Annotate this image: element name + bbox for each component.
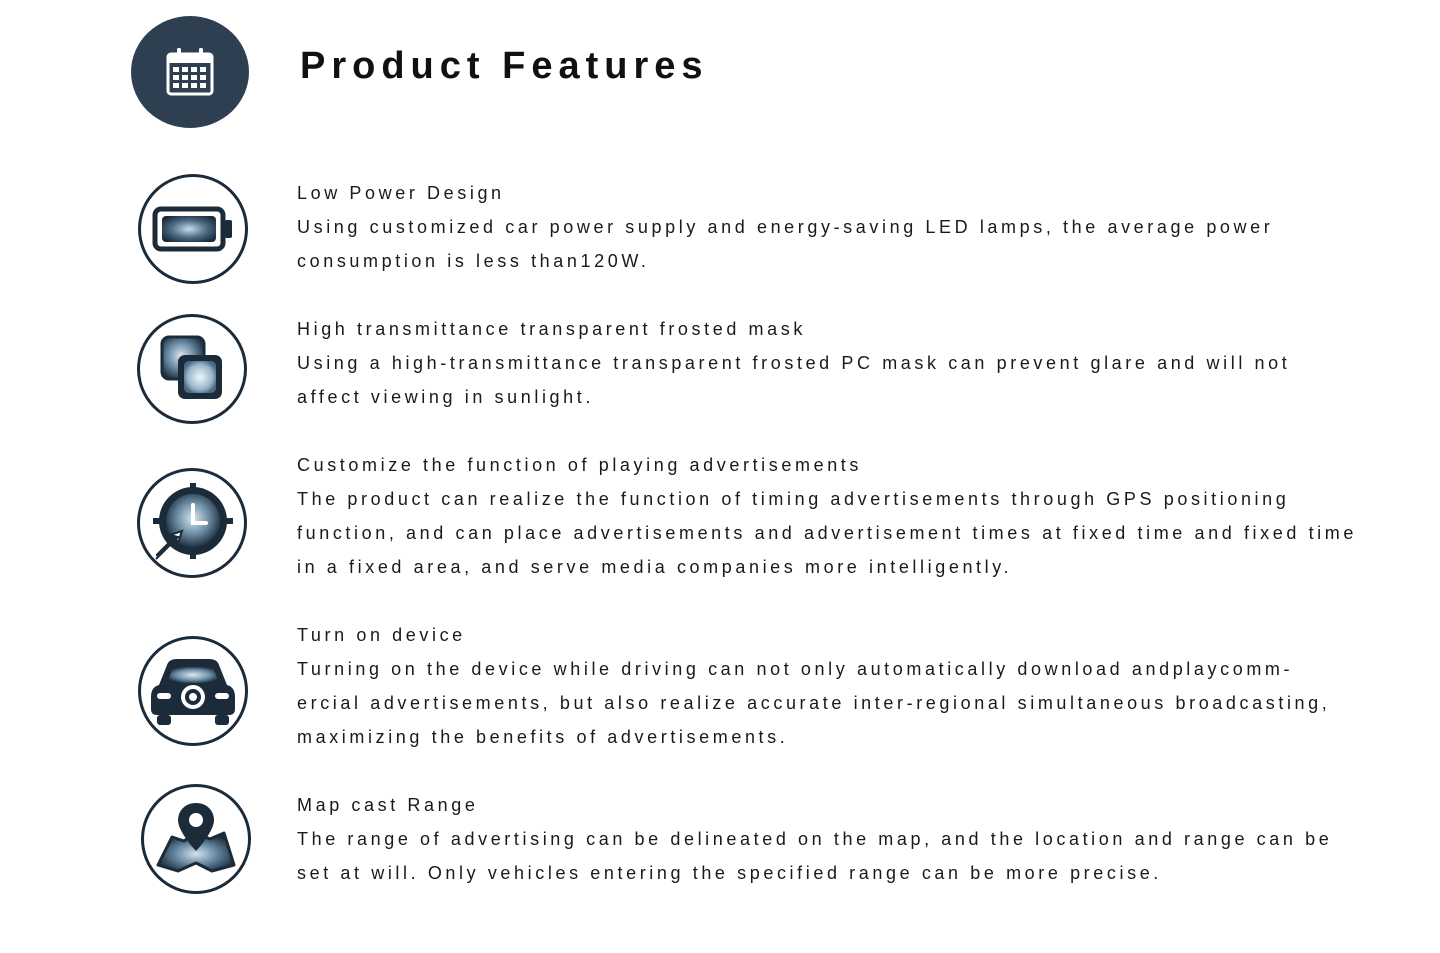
feature-description: Using customized car power supply and energy-saving LED lamps, the average power consumption is less than120W. [297, 217, 1274, 271]
feature-icon-car [138, 636, 248, 746]
feature-icon-map [141, 784, 251, 894]
feature-icon-clock [137, 468, 247, 578]
feature-description: Using a high-transmittance transparent frosted PC mask can prevent glare and will not affect viewing in sunlight. [297, 353, 1291, 407]
clock-timing-icon [148, 479, 236, 567]
feature-title: Turn on device [297, 625, 466, 645]
feature-frosted-mask [297, 312, 1357, 414]
feature-icon-frosted-mask [137, 314, 247, 424]
calendar-icon [164, 46, 216, 98]
feature-description: Turning on the device while driving can not only automatically download andplaycomm-ercial advertisements, but also realize accurate inter-regional simultaneous broadcasting, maximizing the benefits of advertisements. [297, 659, 1331, 747]
feature-title: Map cast Range [297, 795, 479, 815]
feature-description: The range of advertising can be delineated on the map, and the location and range can be set at will. Only vehicles entering the specified range can be more precise. [297, 829, 1333, 883]
feature-title: Customize the function of playing advertisements [297, 455, 863, 475]
header-badge [131, 16, 249, 128]
feature-description: The product can realize the function of timing advertisements through GPS positioning function, and can place advertisements and advertisement times at fixed time and fixed time in a fixed area, and serve media companies more intelligently. [297, 489, 1357, 577]
feature-ad-timing [297, 448, 1357, 584]
battery-icon [151, 201, 235, 257]
feature-icon-battery [138, 174, 248, 284]
feature-title: Low Power Design [297, 183, 505, 203]
page-title: Product Features [300, 45, 709, 87]
feature-turn-on-device [297, 618, 1357, 754]
feature-title: High transmittance transparent frosted mask [297, 319, 806, 339]
car-icon [149, 655, 237, 727]
frosted-mask-icon [156, 333, 228, 405]
map-pin-icon [154, 799, 238, 879]
feature-map-cast-range [297, 788, 1357, 890]
feature-low-power [297, 176, 1357, 278]
